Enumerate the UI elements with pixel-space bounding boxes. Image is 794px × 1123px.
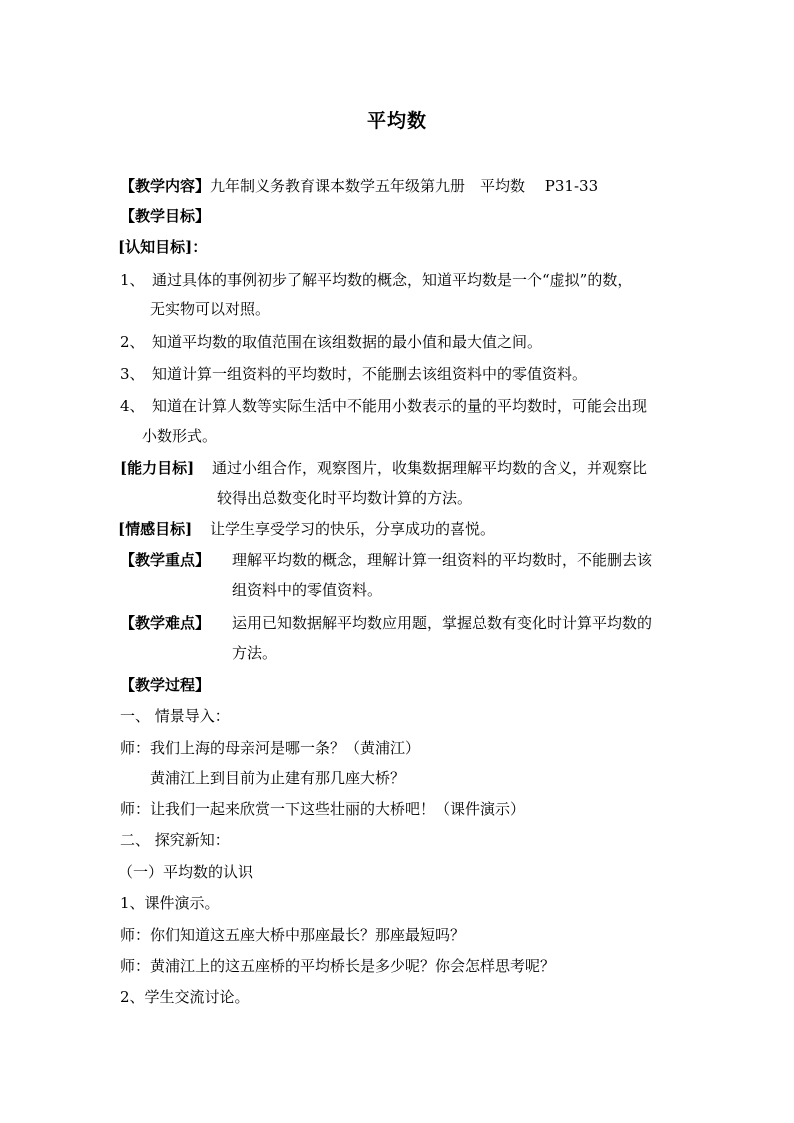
cognitive-item-2 bbox=[120, 332, 542, 352]
cognitive-item-number: 3、 bbox=[120, 365, 145, 383]
cognitive-item-text: 知道平均数的取值范围在该组数据的最小值和最大值之间。 bbox=[152, 333, 543, 351]
process-line: 师：我们上海的母亲河是哪一条？（黄浦江） bbox=[120, 739, 421, 757]
cognitive-item-text: 知道计算一组资料的平均数时，不能删去该组资料中的零值资料。 bbox=[152, 365, 588, 383]
cognitive-item-number: 2、 bbox=[120, 333, 145, 351]
process-line: 2、学生交流讨论。 bbox=[120, 988, 250, 1006]
cognitive-item-text: 知道在计算人数等实际生活中不能用小数表示的量的平均数时，可能会出现 bbox=[152, 397, 648, 415]
page-title: 平均数 bbox=[366, 110, 427, 132]
key-point-row bbox=[120, 550, 652, 570]
objectives-heading: 【教学目标】 bbox=[120, 207, 211, 225]
emotion-objective-row bbox=[118, 519, 495, 539]
cognitive-item-1-continuation: 无实物可以对照。 bbox=[150, 300, 271, 318]
teaching-content-text: 九年制义务教育课本数学五年级第九册 平均数 P31-33 bbox=[210, 177, 599, 195]
emotion-objective-text: 让学生享受学习的快乐，分享成功的喜悦。 bbox=[210, 520, 496, 538]
difficulty-row bbox=[120, 613, 652, 633]
cognitive-item-number: 1、 bbox=[120, 271, 145, 289]
ability-objective-text: 通过小组合作，观察图片，收集数据理解平均数的含义，并观察比 bbox=[212, 459, 648, 477]
key-point-continuation: 组资料中的零值资料。 bbox=[232, 581, 383, 599]
cognitive-item-number: 4、 bbox=[120, 397, 145, 415]
process-line: 师：黄浦江上的这五座桥的平均桥长是多少呢？你会怎样思考呢？ bbox=[120, 957, 556, 975]
ability-objective-continuation: 较得出总数变化时平均数计算的方法。 bbox=[217, 489, 473, 507]
process-line: 二、 探究新知： bbox=[120, 831, 230, 849]
process-line: （一）平均数的认识 bbox=[118, 863, 254, 881]
cognitive-heading: [认知目标]： bbox=[118, 238, 208, 256]
ability-objective-row bbox=[120, 458, 647, 478]
difficulty-text: 运用已知数据解平均数应用题，掌握总数有变化时计算平均数的 bbox=[232, 614, 653, 632]
teaching-content-row bbox=[120, 176, 598, 196]
process-line: 一、 情景导入： bbox=[120, 707, 230, 725]
difficulty-continuation: 方法。 bbox=[232, 644, 278, 662]
ability-objective-label: [能力目标] bbox=[120, 459, 195, 477]
process-line: 师：你们知道这五座大桥中那座最长？那座最短吗？ bbox=[120, 926, 466, 944]
key-point-label: 【教学重点】 bbox=[120, 551, 211, 569]
cognitive-item-4 bbox=[120, 396, 647, 416]
teaching-content-label: 【教学内容】 bbox=[120, 177, 211, 195]
difficulty-label: 【教学难点】 bbox=[120, 614, 211, 632]
process-line: 1、课件演示。 bbox=[120, 894, 220, 912]
process-line: 黄浦江上到目前为止建有那几座大桥？ bbox=[150, 769, 406, 787]
cognitive-item-text: 通过具体的事例初步了解平均数的概念，知道平均数是一个“虚拟”的数， bbox=[152, 271, 633, 289]
cognitive-item-3 bbox=[120, 364, 587, 384]
cognitive-item-1 bbox=[120, 270, 632, 290]
process-line: 师：让我们一起来欣赏一下这些壮丽的大桥吧！（课件演示） bbox=[120, 800, 526, 818]
cognitive-item-4-continuation: 小数形式。 bbox=[142, 427, 218, 445]
emotion-objective-label: [情感目标] bbox=[118, 520, 193, 538]
key-point-text: 理解平均数的概念，理解计算一组资料的平均数时，不能删去该 bbox=[232, 551, 653, 569]
process-heading: 【教学过程】 bbox=[120, 676, 211, 694]
